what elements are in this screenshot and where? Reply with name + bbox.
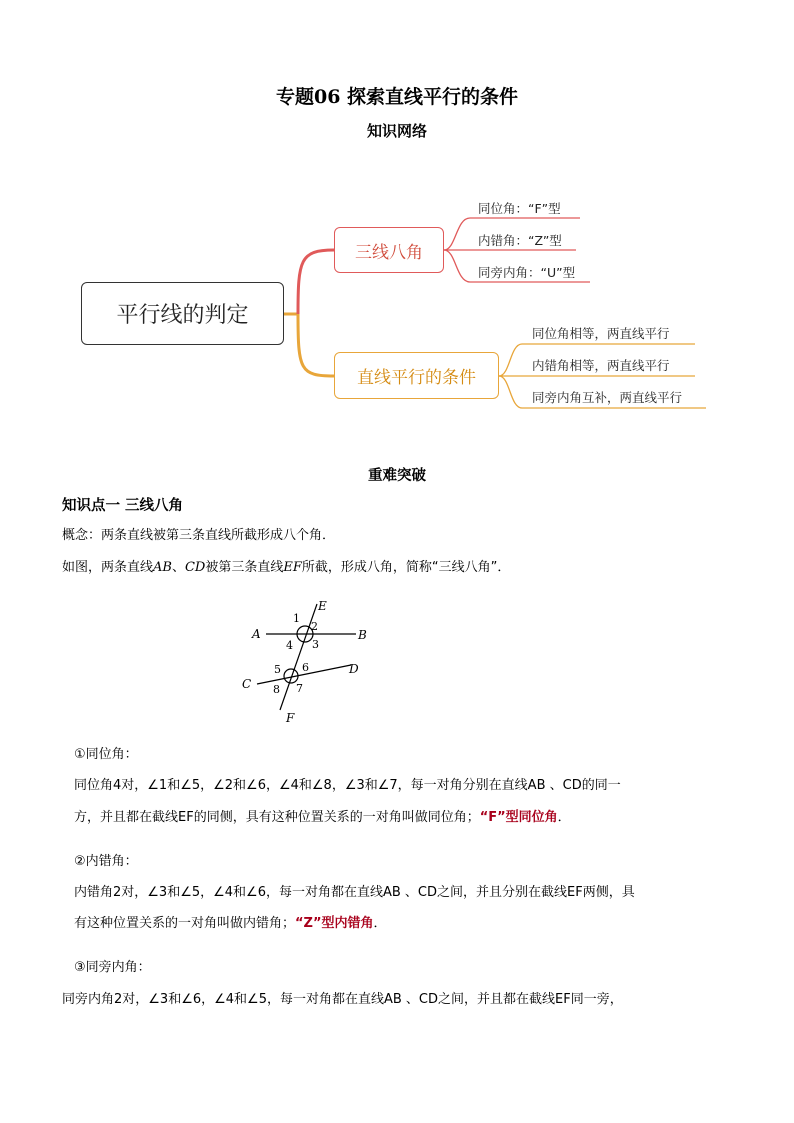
label-angle: 6 xyxy=(302,661,309,674)
label-angle: 8 xyxy=(273,683,280,696)
z-type-highlight: “Z”型内错角 xyxy=(295,916,374,931)
label-point: C xyxy=(242,677,252,691)
page-title: 专题06 探索直线平行的条件 xyxy=(275,86,519,108)
knowledge-point-title: 知识点一 三线八角 xyxy=(62,498,184,514)
alternate-angle-line2: 有这种位置关系的一对角叫做内错角；“Z”型内错角． xyxy=(74,916,387,931)
label-angle: 1 xyxy=(293,612,300,625)
label-point: D xyxy=(349,662,359,676)
page-subtitle: 知识网络 xyxy=(366,122,427,140)
label-point: F xyxy=(286,711,295,725)
corresponding-angle-line2: 方，并且都在截线EF的同侧，具有这种位置关系的一对角叫做同位角；“F”型同位角． xyxy=(74,810,571,825)
label-point: E xyxy=(318,599,327,613)
mindmap-leaf: 同旁内角：“U”型 xyxy=(478,265,576,280)
mindmap-leaf: 内错角相等，两直线平行 xyxy=(532,358,670,373)
corresponding-angle-line1: 同位角4对，∠1和∠5，∠2和∠6，∠4和∠8，∠3和∠7，每一对角分别在直线AB 、CD的同一 xyxy=(74,778,621,793)
label-point: B xyxy=(358,628,367,642)
label-angle: 4 xyxy=(286,639,293,652)
f-type-highlight: “F”型同位角 xyxy=(479,810,558,825)
section-heading: 重难突破 xyxy=(368,467,426,484)
three-lines-eight-angles-figure xyxy=(235,595,375,730)
label-angle: 7 xyxy=(296,682,303,695)
corresponding-angle-head: ①同位角： xyxy=(74,747,138,762)
label-angle: 3 xyxy=(312,638,319,651)
mindmap-branch-three-lines-eight-angles: 三线八角 xyxy=(334,227,444,273)
mindmap-root: 平行线的判定 xyxy=(81,282,284,345)
mindmap-leaf: 内错角：“Z”型 xyxy=(478,233,562,248)
mindmap-branch-parallel-conditions: 直线平行的条件 xyxy=(334,352,499,399)
alternate-angle-head: ②内错角： xyxy=(74,854,138,869)
interior-angle-head: ③同旁内角： xyxy=(74,960,151,975)
interior-angle-line1: 同旁内角2对，∠3和∠6，∠4和∠5，每一对角都在直线AB 、CD之间，并且都在截线EF同一旁， xyxy=(62,992,623,1007)
label-point: A xyxy=(252,627,261,641)
mindmap-leaf: 同旁内角互补，两直线平行 xyxy=(532,390,683,405)
label-angle: 2 xyxy=(311,620,318,633)
figure-intro-text: 如图，两条直线AB、CD被第三条直线EF所截，形成八角，简称“三线八角”． xyxy=(62,560,511,575)
alternate-angle-line1: 内错角2对，∠3和∠5，∠4和∠6，每一对角都在直线AB 、CD之间，并且分别在截线EF两侧，具 xyxy=(74,885,635,900)
label-angle: 5 xyxy=(274,663,281,676)
mindmap-leaf: 同位角相等，两直线平行 xyxy=(532,326,670,341)
mindmap-leaf: 同位角：“F”型 xyxy=(478,201,561,216)
concept-text: 概念：两条直线被第三条直线所截形成八个角． xyxy=(62,528,336,543)
